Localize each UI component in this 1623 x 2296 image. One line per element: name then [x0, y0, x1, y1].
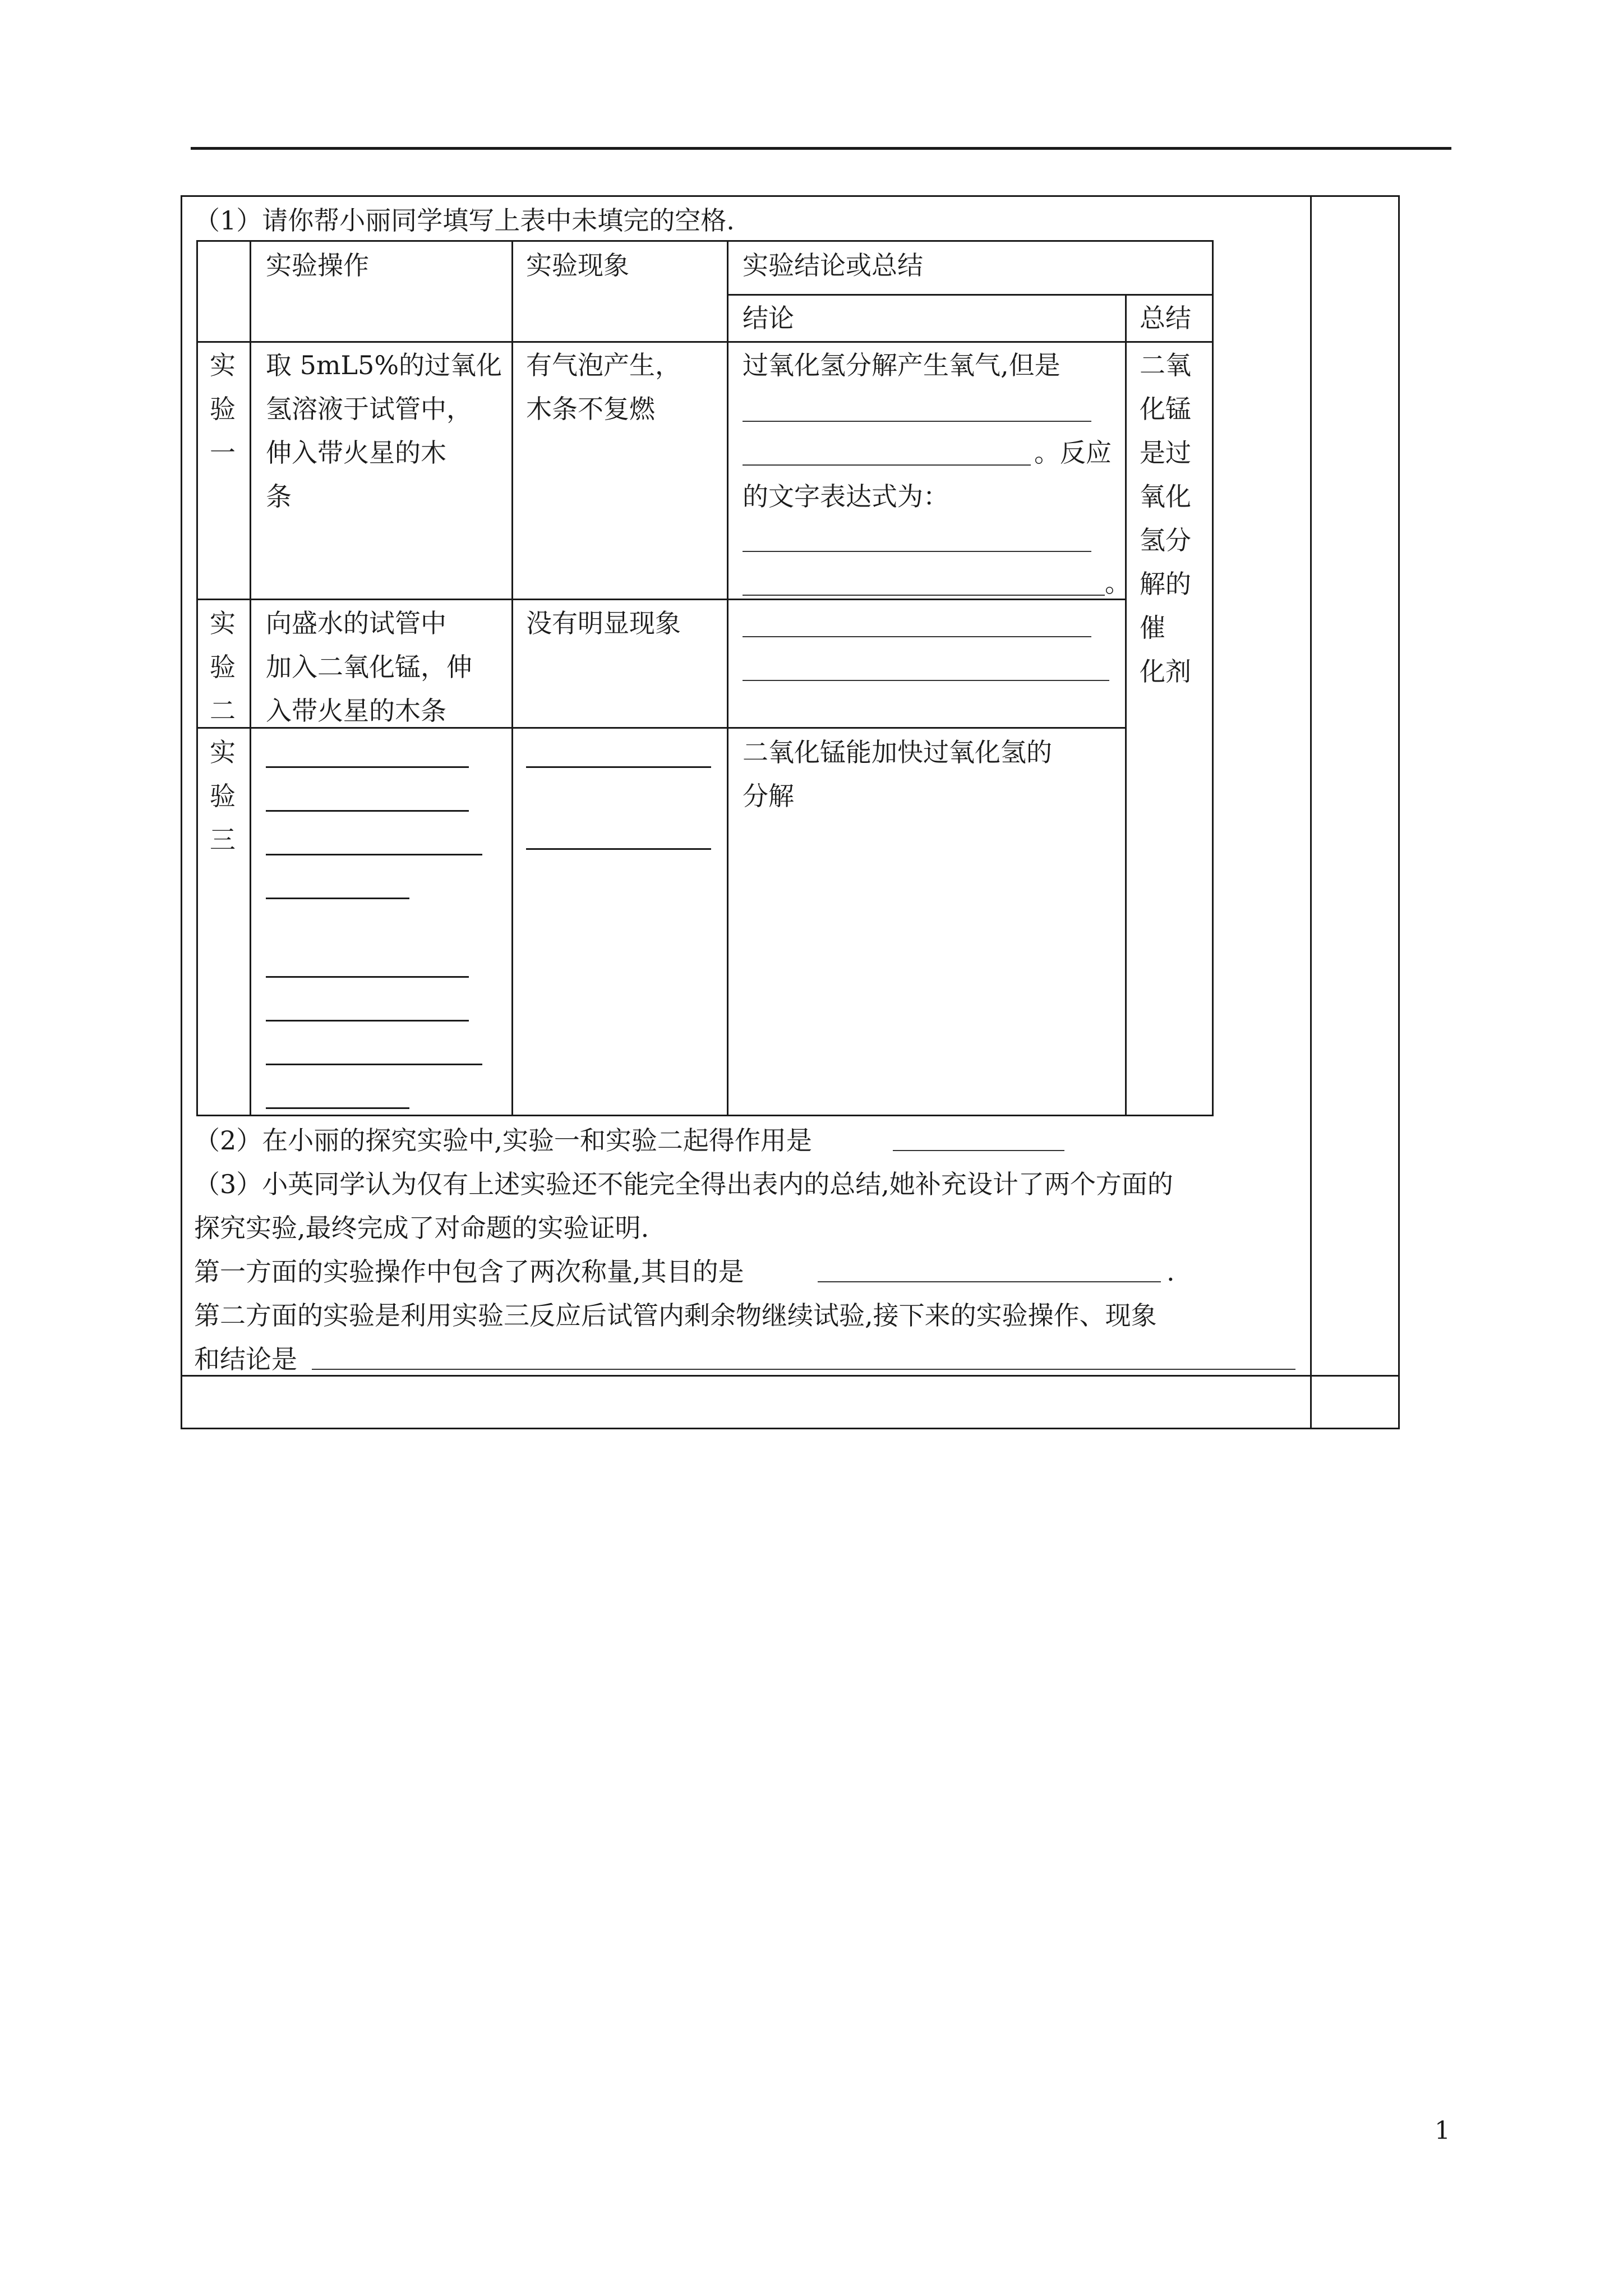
- question-3-purpose-blank[interactable]: [818, 1281, 1161, 1282]
- summary-text: 催: [1140, 613, 1165, 643]
- row1-equation-blank[interactable]: [743, 551, 1091, 552]
- row3-operation-blank[interactable]: [266, 854, 482, 855]
- summary-text: 是过: [1140, 438, 1191, 468]
- header-conclusion-summary: 实验结论或总结: [743, 250, 923, 280]
- row1-name-char: 一: [210, 438, 236, 468]
- row1-conclusion-blank[interactable]: [743, 421, 1091, 422]
- question-3-line: （3）小英同学认为仅有上述实验还不能完全得出表内的总结,她补充设计了两个方面的: [194, 1169, 1173, 1199]
- question-1-text: （1）请你帮小丽同学填写上表中未填完的空格.: [194, 205, 735, 236]
- row3-conclusion-line: 分解: [743, 781, 794, 811]
- row2-name-char: 二: [210, 696, 236, 726]
- header-operation: 实验操作: [266, 250, 369, 280]
- row3-operation-blank[interactable]: [266, 1064, 482, 1065]
- table-col-line-2: [511, 240, 513, 1116]
- row2-operation-line: 入带火星的木条: [266, 696, 446, 726]
- page-number: 1: [1435, 2116, 1450, 2145]
- question-3-line: 第一方面的实验操作中包含了两次称量,其目的是: [194, 1257, 744, 1287]
- table-col-line-3: [727, 240, 728, 1116]
- table-row1-bottom-line: [196, 599, 1127, 600]
- row3-operation-blank[interactable]: [266, 1020, 469, 1022]
- row1-name-char: 验: [210, 394, 236, 424]
- row3-name-char: 三: [210, 825, 236, 855]
- table-col-line-1: [250, 240, 251, 1116]
- row2-operation-line: 加入二氧化锰，伸: [266, 652, 472, 682]
- row3-operation-blank[interactable]: [266, 976, 469, 978]
- row1-phenomenon-line: 有气泡产生，: [526, 350, 681, 380]
- table-col-line-4: [1125, 294, 1127, 1116]
- outer-frame-bottom-row-rule: [181, 1375, 1400, 1377]
- row1-operation-line: 氢溶液于试管中，: [266, 394, 472, 424]
- row1-equation-blank[interactable]: [743, 595, 1105, 596]
- row2-conclusion-blank[interactable]: [743, 636, 1091, 637]
- summary-text: 二氧: [1140, 350, 1191, 380]
- row3-phenomenon-blank[interactable]: [526, 766, 711, 768]
- row2-conclusion-blank[interactable]: [743, 680, 1109, 681]
- header-conclusion: 结论: [743, 303, 794, 333]
- row1-conclusion-end: 。: [1105, 568, 1131, 598]
- row3-name-char: 验: [210, 781, 236, 811]
- summary-text: 解的: [1140, 569, 1191, 599]
- row1-name-char: 实: [210, 350, 236, 380]
- row1-operation-line: 伸入带火星的木: [266, 438, 446, 468]
- summary-text: 氢分: [1140, 525, 1191, 555]
- header-phenomenon: 实验现象: [526, 250, 629, 280]
- row1-conclusion-line: 过氧化氢分解产生氧气,但是: [743, 350, 1061, 380]
- row3-operation-blank[interactable]: [266, 1107, 409, 1109]
- row2-phenomenon-line: 没有明显现象: [526, 608, 681, 638]
- summary-text: 氧化: [1140, 481, 1191, 512]
- row2-operation-line: 向盛水的试管中: [266, 608, 446, 638]
- question-3-line-end: .: [1166, 1257, 1175, 1287]
- question-3-line: 和结论是: [194, 1344, 297, 1374]
- question-2-text: （2）在小丽的探究实验中,实验一和实验二起得作用是: [194, 1125, 812, 1156]
- row3-conclusion-line: 二氧化锰能加快过氧化氢的: [743, 737, 1052, 767]
- outer-frame-divider: [1310, 195, 1312, 1429]
- header-rule: [191, 147, 1451, 150]
- summary-text: 化剂: [1140, 656, 1191, 687]
- table-header-sub-line: [727, 294, 1214, 296]
- table-header-bottom-line: [196, 341, 1214, 343]
- row1-conclusion-line: 的文字表达式为：: [743, 481, 949, 512]
- row3-name-char: 实: [210, 737, 236, 767]
- header-summary: 总结: [1140, 303, 1191, 333]
- row3-operation-blank[interactable]: [266, 810, 469, 812]
- row1-operation-line: 取 5mL5%的过氧化: [266, 350, 502, 380]
- question-2-blank[interactable]: [893, 1150, 1064, 1151]
- row3-operation-blank[interactable]: [266, 898, 409, 899]
- row1-conclusion-suffix: 。反应: [1034, 438, 1112, 468]
- row2-name-char: 验: [210, 652, 236, 682]
- question-3-answer-blank[interactable]: [312, 1369, 1295, 1370]
- row3-phenomenon-blank[interactable]: [526, 848, 711, 850]
- question-3-line: 第二方面的实验是利用实验三反应后试管内剩余物继续试验,接下来的实验操作、现象: [194, 1300, 1157, 1331]
- summary-text: 化锰: [1140, 394, 1191, 424]
- row1-operation-line: 条: [266, 481, 292, 512]
- question-3-line: 探究实验,最终完成了对命题的实验证明.: [194, 1213, 649, 1243]
- row3-operation-blank[interactable]: [266, 766, 469, 768]
- row1-conclusion-blank[interactable]: [743, 464, 1031, 466]
- row2-name-char: 实: [210, 608, 236, 638]
- row1-phenomenon-line: 木条不复燃: [526, 394, 655, 424]
